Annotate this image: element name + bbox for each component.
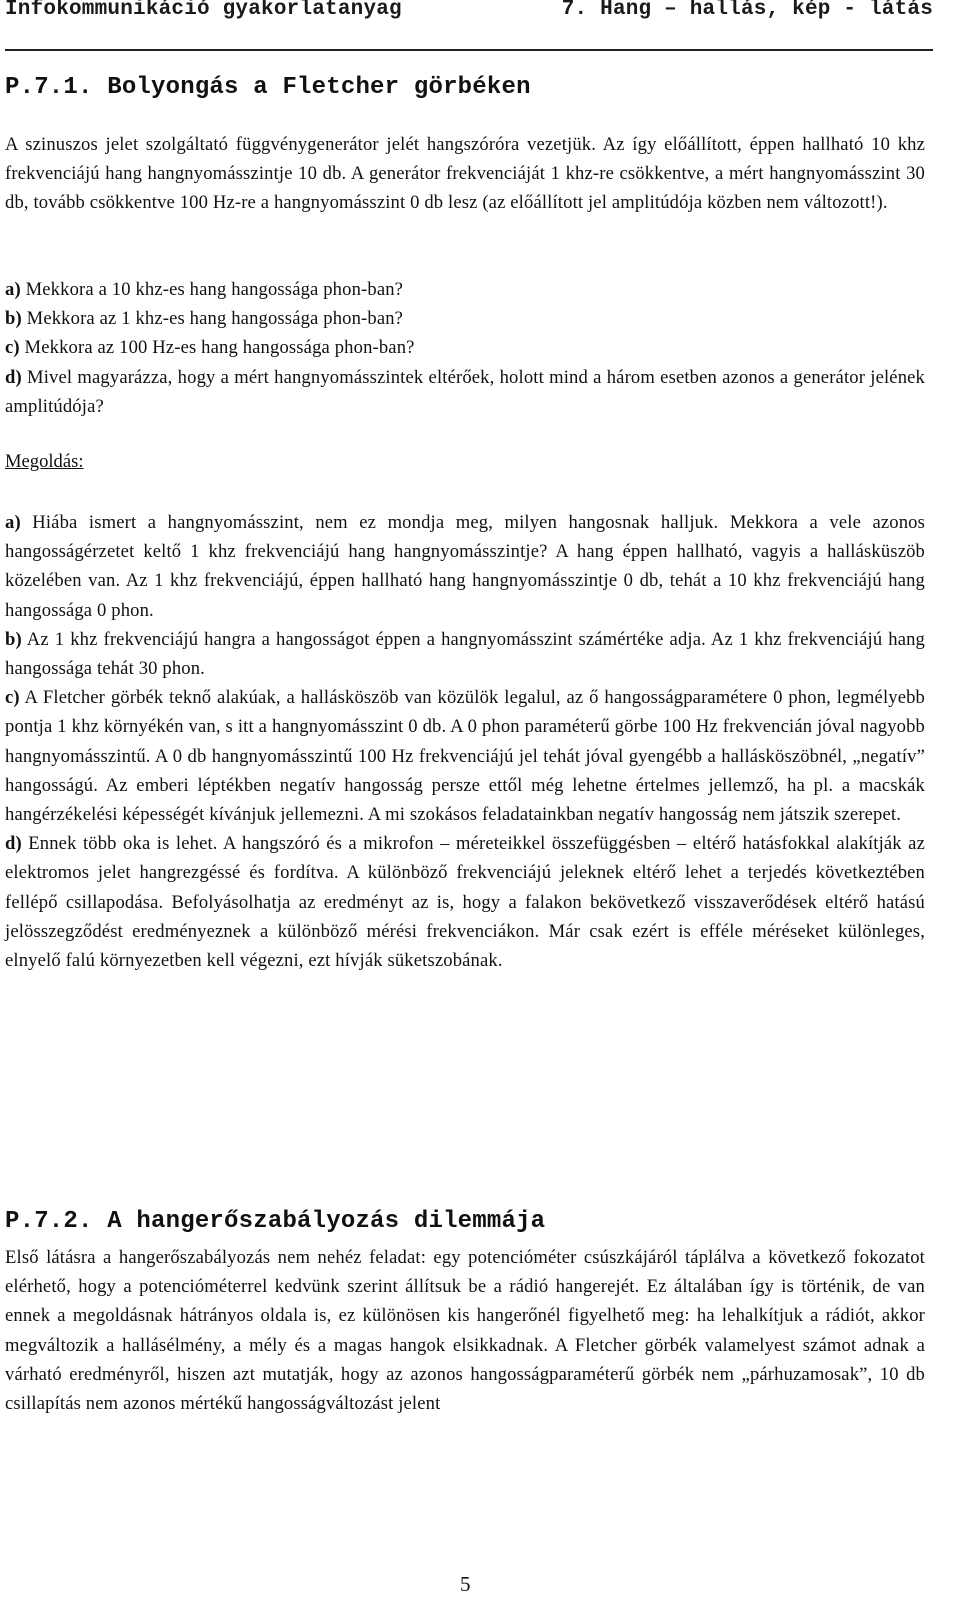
answer-list [5,508,925,975]
question-label: d) [5,366,22,388]
solution-label: Megoldás: [5,451,84,472]
header-divider [5,49,933,51]
answer-text: Az 1 khz frekvenciájú hangra a hangosságot éppen a hangnyomásszint számértéke adja. Az 1 khz frekvenciájú hang hangossága tehát 30 phon. [5,628,925,680]
question-text: Mekkora az 1 khz-es hang hangossága phon-ban? [21,308,404,330]
question-label: c) [5,337,20,359]
answer-text: A Fletcher görbék teknő alakúak, a hallásköszöb van közülök legalul, az ő hangosságparamétere 0 phon, legmélyebb pontja 1 khz környékén van, s itt a hangnyomásszint 0 db. A 0 phon paraméterű görbe 100 Hz frekvencián jóval nagyobb hangnyomásszintű. A 0 db hangnyomásszintű 100 Hz frekvenciájú jel tehát jóval gyengébb a hallásköszöbnél, „negatív” hangosságú. Az emberi léptékben negatív hangosság persze ettől még lehetne értelmes jellemző, ha pl. a macskák hangérzékelési képességét kívánjuk jellemezni. A mi szokásos feladatainkban negatív hangosság nem játszik szerepet. [5,687,925,826]
question-list [5,275,925,421]
question-d [5,363,925,421]
section-title-p71: P.7.1. Bolyongás a Fletcher görbéken [5,74,531,101]
section-title-p72: P.7.2. A hangerőszabályozás dilemmája [5,1208,546,1235]
answer-label: d) [5,833,22,855]
problem-statement: A szinuszos jelet szolgáltató függvénygenerátor jelét hangszóróra vezetjük. Az így előállított, éppen hallható 10 khz frekvenciájú hang hangnyomásszintje 10 db. A generátor frekvenciáját 1 khz-re csökkentve, a mért hangnyomásszint 30 db, tovább csökkentve 100 Hz-re a hangnyomásszint 0 db lesz (az előállított jel amplitúdója közben nem változott!). [5,134,925,214]
page-number: 5 [460,1572,471,1596]
answer-label: c) [5,687,20,709]
answer-a [5,508,925,625]
question-a [5,275,925,304]
question-c [5,333,925,362]
question-text: Mekkora a 10 khz-es hang hangossága phon-ban? [20,279,404,300]
header-chapter-title: 7. Hang – hallás, kép - látás [561,0,933,21]
question-label: a) [5,279,21,300]
answer-d [5,829,925,975]
answer-b [5,625,925,683]
answer-c [5,683,925,829]
question-text: Mivel magyarázza, hogy a mért hangnyomásszintek eltérőek, holott mind a három esetben azonos a generátor jelének amplitúdója? [5,366,925,417]
question-label: b) [5,308,22,330]
question-b [5,304,925,333]
answer-label: b) [5,628,22,650]
question-text: Mekkora az 100 Hz-es hang hangossága phon-ban? [19,337,415,359]
answer-label: a) [5,512,21,533]
header-course-title: Infokommunikáció gyakorlatanyag [5,0,402,21]
answer-text: Ennek több oka is lehet. A hangszóró és a mikrofon – méreteikkel összefüggésben – eltérő hatásfokkal alakítják az elektromos jelet hangrezgéssé és fordítva. A különböző frekvenciájú jeleknek eltérő lehet a terjedés következtében fellépő csillapodása. Befolyásolhatja az eredményt az is, hogy a falakon bekövetkező visszaverődések eltérő hatású jelösszegződést eredményeznek a különböző mérési frekvenciákon. Már csak ezért is efféle méréseket különleges, elnyelő falú környezetben kell végezni, ezt hívják süketszobának. [5,833,925,972]
section2-body: Első látásra a hangerőszabályozás nem nehéz feladat: egy potencióméter csúszkájáról táplálva a következő fokozatot elérhető, hogy a potencióméterrel kedvünk szerint állítsuk be a rádió hangerejét. Ez általában így is történik, de van ennek a megoldásnak hátrányos oldala is, ez különösen kis hangerőnél figyelhető meg: ha lehalkítjuk a rádiót, akkor megváltozik a hallásélmény, a mély és a magas hangok elsikkadnak. A Fletcher görbék valamelyest számot adnak a várható eredményről, hiszen azt mutatják, hogy az azonos hangosságparaméterű görbék nem „párhuzamosak”, 10 db csillapítás nem azonos mértékű hangosságváltozást jelent [5,1247,925,1415]
answer-text: Hiába ismert a hangnyomásszint, nem ez mondja meg, milyen hangosnak halljuk. Mekkora a vele azonos hangosságérzetet keltő 1 khz frekvenciájú hang hangnyomásszintje? A hang éppen hallható, vagyis a hallásküszöb közelében van. Az 1 khz frekvenciájú, éppen hallható hang hangnyomásszintje 0 db, tehát a 10 khz frekvenciájú hang hangossága 0 phon. [5,512,925,621]
running-header [5,0,933,26]
